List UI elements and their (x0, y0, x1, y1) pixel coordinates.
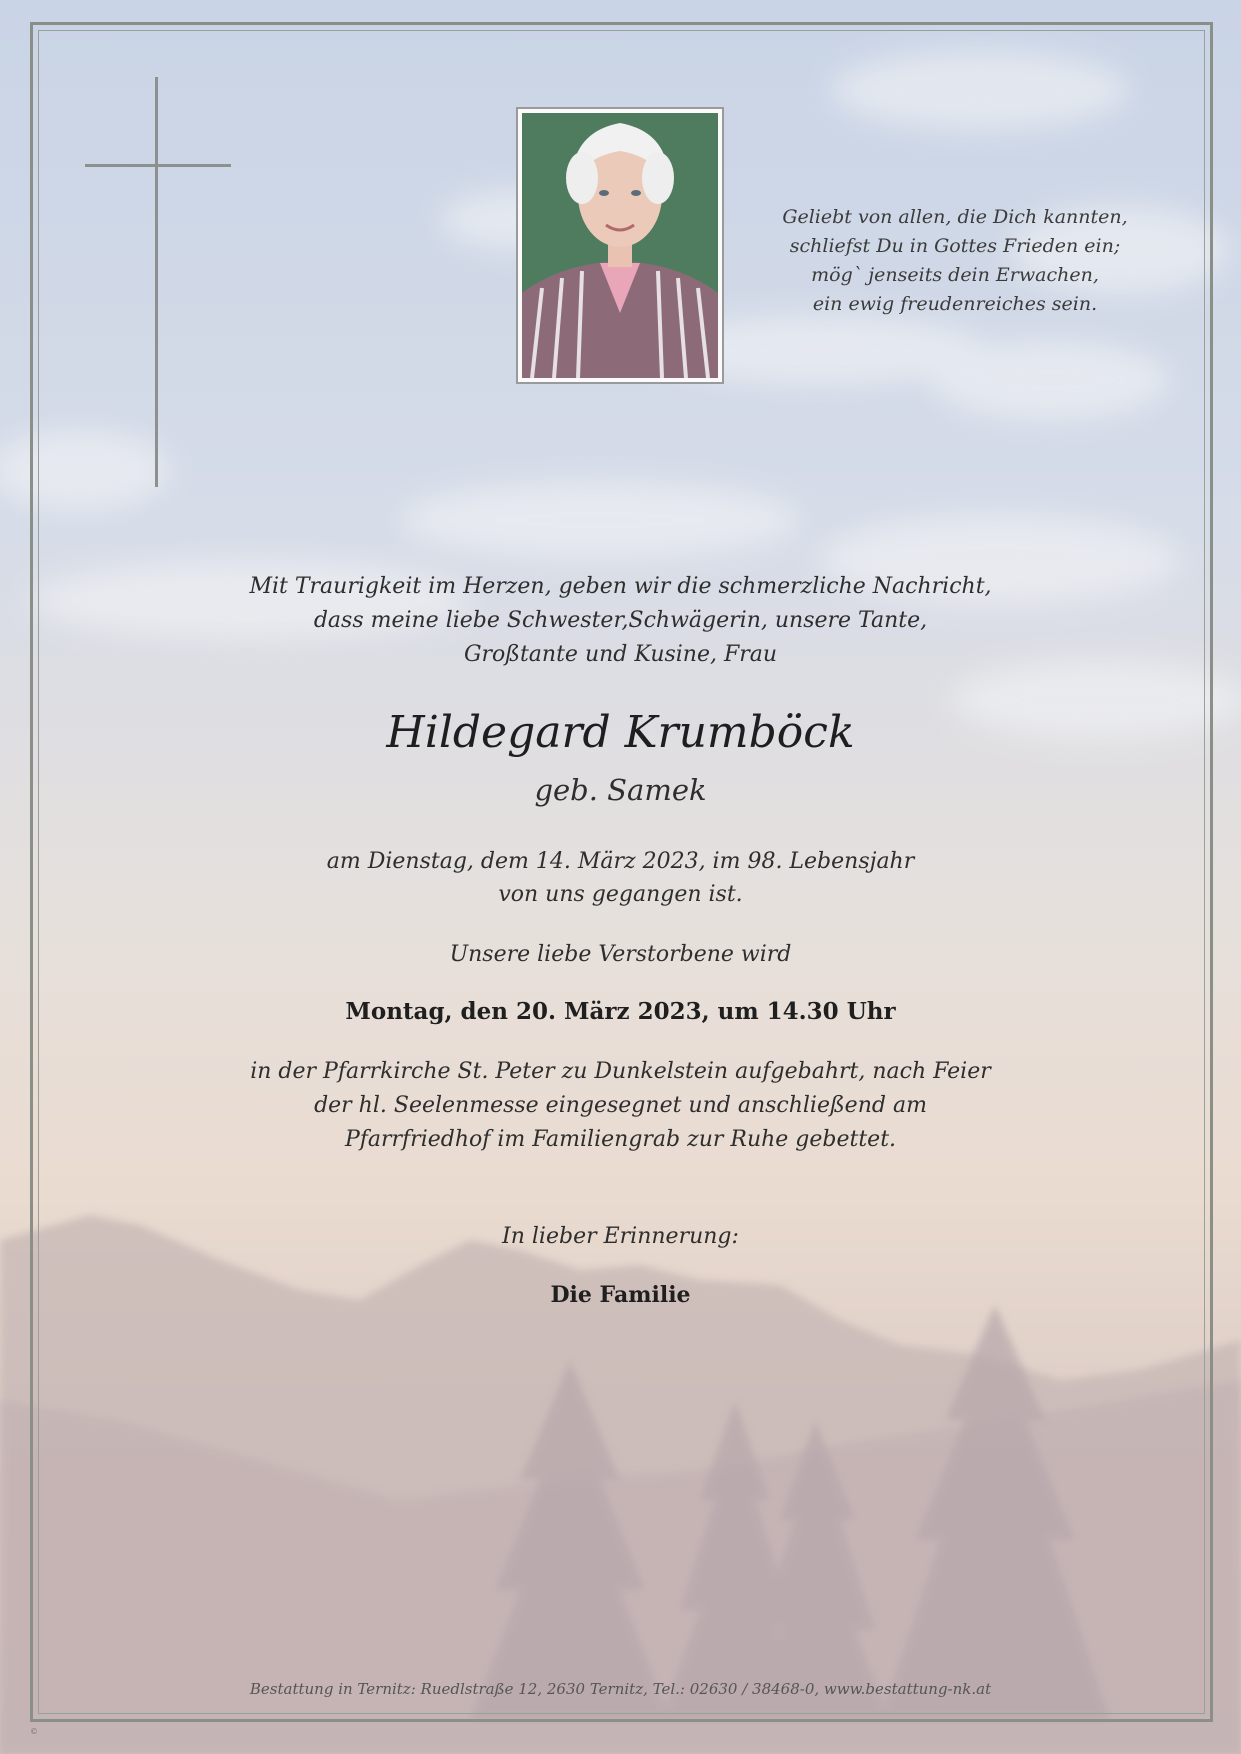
intro-line: Großtante und Kusine, Frau (463, 642, 778, 667)
place-line: Pfarrfriedhof im Familiengrab zur Ruhe gebettet. (344, 1127, 897, 1152)
funeral-announce: Unsere liebe Verstorbene wird (449, 942, 792, 967)
death-line: von uns gegangen ist. (498, 882, 743, 907)
poem-line: mög` jenseits dein Erwachen, (811, 264, 1099, 286)
death-line: am Dienstag, dem 14. März 2023, im 98. Lebensjahr (326, 849, 915, 874)
footer-address: Bestattung in Ternitz: Ruedlstraße 12, 2630 Ternitz, Tel.: 02630 / 38468-0, www.bestattung-nk.at (249, 1680, 992, 1698)
intro-line: dass meine liebe Schwester,Schwägerin, unsere Tante, (313, 608, 928, 633)
portrait-image (522, 113, 718, 378)
poem-line: ein ewig freudenreiches sein. (812, 293, 1098, 315)
family-signature: Die Familie (550, 1282, 691, 1308)
place-line: in der Pfarrkirche St. Peter zu Dunkelstein aufgebahrt, nach Feier (250, 1059, 991, 1084)
funeral-place (150, 1055, 1091, 1157)
funeral-date: Montag, den 20. März 2023, um 14.30 Uhr (345, 998, 896, 1025)
portrait-photo (516, 107, 724, 384)
birth-name: geb. Samek (534, 773, 707, 807)
cross-icon (155, 77, 158, 487)
death-date (150, 845, 1091, 911)
poem-line: Geliebt von allen, die Dich kannten, (782, 206, 1128, 228)
poem (740, 203, 1170, 319)
intro-line: Mit Traurigkeit im Herzen, geben wir die schmerzliche Nachricht, (249, 574, 992, 599)
intro-text (150, 570, 1091, 672)
place-line: der hl. Seelenmesse eingesegnet und anschließend am (314, 1093, 927, 1118)
memory-text: In lieber Erinnerung: (502, 1224, 739, 1249)
cross-icon-beam (85, 164, 231, 167)
publisher-mark: © (30, 1727, 38, 1736)
poem-line: schliefst Du in Gottes Frieden ein; (789, 235, 1121, 257)
deceased-name: Hildegard Krumböck (386, 707, 855, 758)
